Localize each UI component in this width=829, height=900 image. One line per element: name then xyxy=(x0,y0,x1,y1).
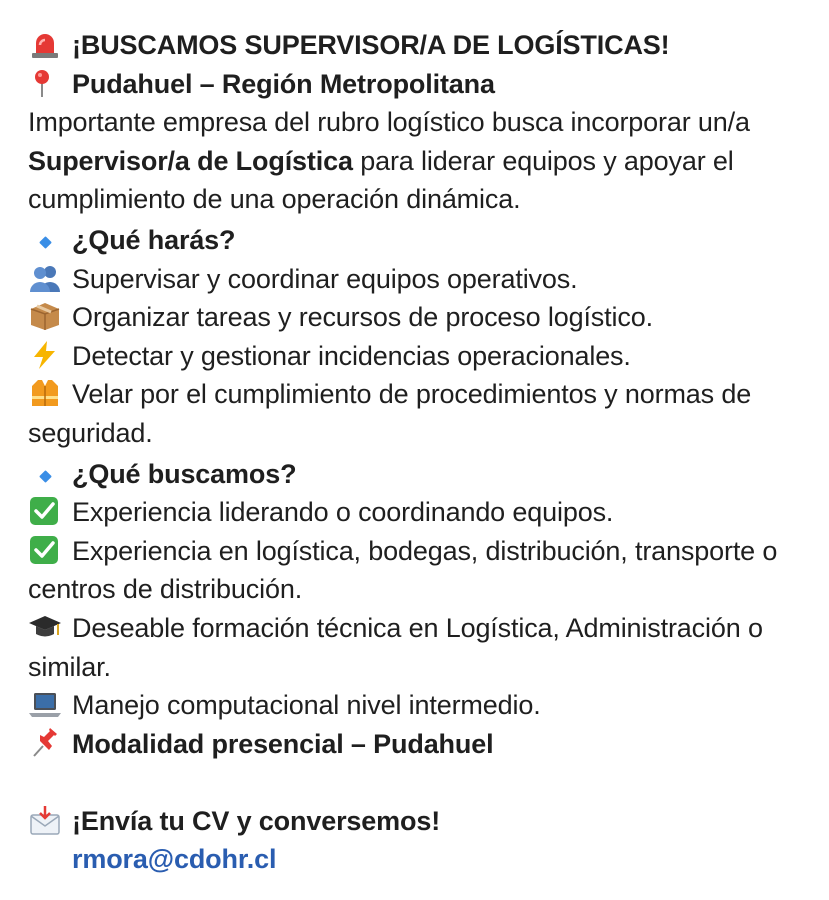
requirement-item xyxy=(28,609,824,686)
small-blue-diamond-icon xyxy=(28,219,62,258)
requirements-heading-text: ¿Qué buscamos? xyxy=(72,458,297,489)
intro-bold: Supervisor/a de Logística xyxy=(28,145,353,176)
task-item xyxy=(28,375,824,452)
safety-vest-icon xyxy=(28,378,62,408)
task-item xyxy=(28,260,824,299)
people-icon xyxy=(28,263,62,293)
location xyxy=(28,65,824,104)
task-text: Velar por el cumplimiento de procedimientos y normas de seguridad. xyxy=(28,379,752,448)
intro-paragraph xyxy=(28,103,824,219)
package-icon xyxy=(28,301,62,331)
requirement-text: Manejo computacional nivel intermedio. xyxy=(72,690,541,721)
headline xyxy=(28,26,824,65)
spacer xyxy=(28,763,824,802)
laptop-icon xyxy=(28,689,62,719)
lightning-icon xyxy=(28,340,62,370)
pushpin-icon xyxy=(28,728,62,758)
tasks-heading-text: ¿Qué harás? xyxy=(72,224,236,255)
email-link[interactable]: rmora@cdohr.cl xyxy=(72,844,277,875)
requirement-text: Deseable formación técnica en Logística, Administración o similar. xyxy=(28,612,763,682)
email-line xyxy=(28,840,824,879)
task-text: Detectar y gestionar incidencias operacionales. xyxy=(72,340,631,371)
task-text: Supervisar y coordinar equipos operativos. xyxy=(72,263,578,294)
requirement-text: Experiencia liderando o coordinando equipos. xyxy=(72,497,614,528)
requirements-heading xyxy=(28,453,824,494)
envelope-arrow-icon xyxy=(28,805,62,835)
location-text: Pudahuel – Región Metropolitana xyxy=(72,68,495,99)
call-to-action xyxy=(28,802,824,841)
siren-icon xyxy=(28,29,62,59)
requirement-item xyxy=(28,686,824,725)
task-text: Organizar tareas y recursos de proceso logístico. xyxy=(72,302,653,333)
intro-suffix: para liderar equipos y apoyar el cumplimiento de una operación dinámica. xyxy=(28,145,734,215)
requirement-item xyxy=(28,532,824,609)
task-item xyxy=(28,298,824,337)
small-blue-diamond-icon xyxy=(28,453,62,492)
cta-text: ¡Envía tu CV y conversemos! xyxy=(72,805,441,836)
modality-text: Modalidad presencial – Pudahuel xyxy=(72,728,494,759)
check-icon xyxy=(28,535,62,565)
modality xyxy=(28,725,824,764)
requirement-text: Experiencia en logística, bodegas, distribución, transporte o centros de distribución. xyxy=(28,535,778,605)
task-item xyxy=(28,337,824,376)
requirement-item xyxy=(28,493,824,532)
headline-text: ¡BUSCAMOS SUPERVISOR/A DE LOGÍSTICAS! xyxy=(72,30,670,60)
round-pushpin-icon xyxy=(28,68,62,98)
job-post xyxy=(28,26,824,879)
graduation-cap-icon xyxy=(28,612,62,642)
check-icon xyxy=(28,496,62,526)
tasks-heading xyxy=(28,219,824,260)
intro-prefix: Importante empresa del rubro logístico busca incorporar un/a xyxy=(28,107,750,138)
